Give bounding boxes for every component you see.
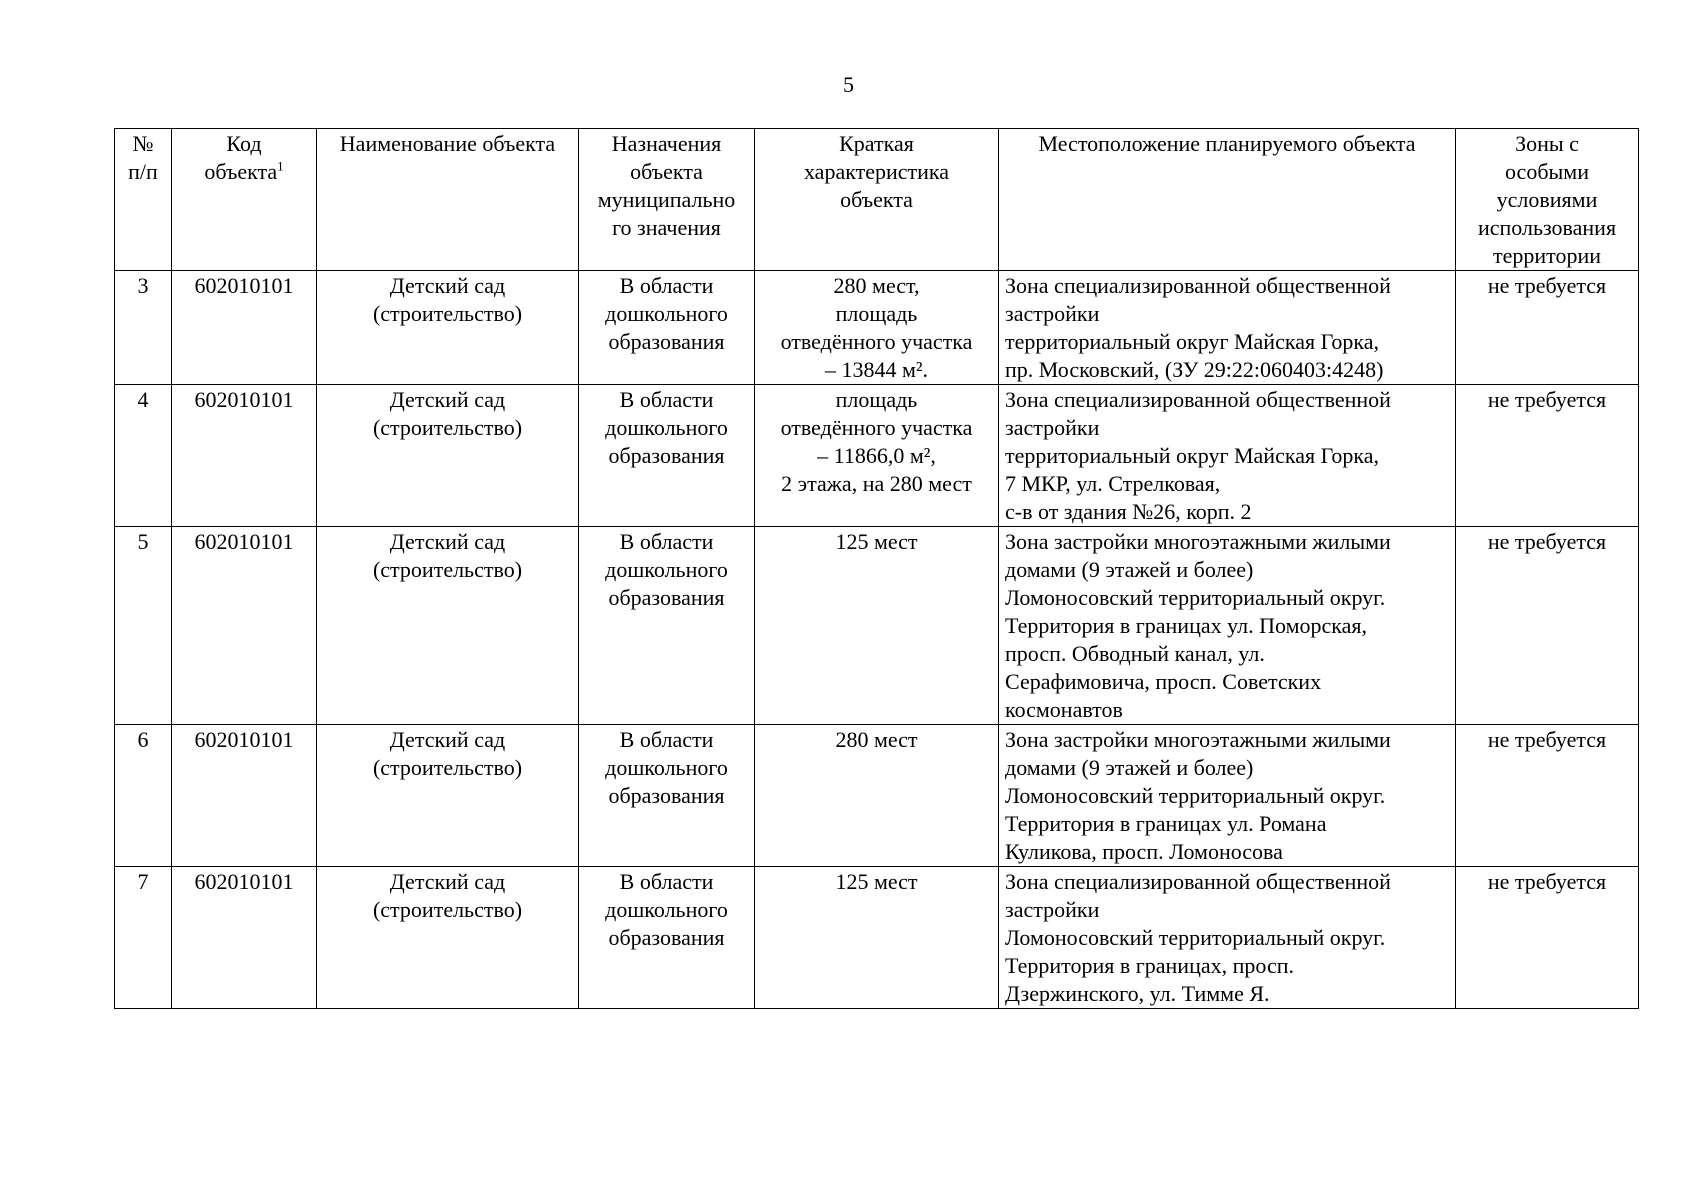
cell-num: 7 [115,867,172,1009]
table-row [115,867,1639,1009]
table-row [115,725,1639,867]
cell-location: Зона застройки многоэтажными жилыми домами (9 этажей и более) Ломоносовский территориальный округ. Территория в границах ул. Романа Куликова, просп. Ломоносова [999,725,1456,867]
cell-purpose: В области дошкольного образования [579,385,755,527]
header-code-label: Код объекта [204,131,278,184]
header-name: Наименование объекта [317,129,579,271]
header-characteristics: Краткая характеристика объекта [755,129,999,271]
cell-zones: не требуется [1456,271,1639,385]
cell-characteristics: 280 мест [755,725,999,867]
header-code-footnote: 1 [277,158,284,174]
cell-num: 6 [115,725,172,867]
cell-purpose: В области дошкольного образования [579,725,755,867]
cell-num: 3 [115,271,172,385]
cell-code: 602010101 [172,867,317,1009]
cell-code: 602010101 [172,725,317,867]
cell-num: 5 [115,527,172,725]
header-purpose: Назначения объекта муниципально го значения [579,129,755,271]
cell-characteristics: 280 мест, площадь отведённого участка – 13844 м². [755,271,999,385]
cell-characteristics: площадь отведённого участка – 11866,0 м², 2 этажа, на 280 мест [755,385,999,527]
cell-name: Детский сад (строительство) [317,385,579,527]
header-code [172,129,317,271]
planned-objects-table [114,128,1639,1009]
cell-code: 602010101 [172,385,317,527]
cell-zones: не требуется [1456,527,1639,725]
table-row [115,385,1639,527]
header-zones: Зоны с особыми условиями использования территории [1456,129,1639,271]
header-location: Местоположение планируемого объекта [999,129,1456,271]
cell-location: Зона специализированной общественной застройки территориальный округ Майская Горка, пр. Московский, (ЗУ 29:22:060403:4248) [999,271,1456,385]
header-num: № п/п [115,129,172,271]
cell-name: Детский сад (строительство) [317,271,579,385]
cell-characteristics: 125 мест [755,867,999,1009]
cell-code: 602010101 [172,271,317,385]
cell-location: Зона застройки многоэтажными жилыми домами (9 этажей и более) Ломоносовский территориальный округ. Территория в границах ул. Поморская, просп. Обводный канал, ул. Серафимовича, просп. Советских космонавтов [999,527,1456,725]
table-row [115,527,1639,725]
cell-num: 4 [115,385,172,527]
cell-name: Детский сад (строительство) [317,725,579,867]
cell-code: 602010101 [172,527,317,725]
cell-location: Зона специализированной общественной застройки территориальный округ Майская Горка, 7 МКР, ул. Стрелковая, с-в от здания №26, корп. 2 [999,385,1456,527]
table-row [115,271,1639,385]
cell-zones: не требуется [1456,725,1639,867]
cell-name: Детский сад (строительство) [317,867,579,1009]
cell-purpose: В области дошкольного образования [579,271,755,385]
cell-location: Зона специализированной общественной застройки Ломоносовский территориальный округ. Территория в границах, просп. Дзержинского, ул. Тимме Я. [999,867,1456,1009]
cell-name: Детский сад (строительство) [317,527,579,725]
page-number: 5 [843,72,854,97]
cell-zones: не требуется [1456,867,1639,1009]
cell-purpose: В области дошкольного образования [579,527,755,725]
table-header-row [115,129,1639,271]
cell-characteristics: 125 мест [755,527,999,725]
cell-purpose: В области дошкольного образования [579,867,755,1009]
cell-zones: не требуется [1456,385,1639,527]
